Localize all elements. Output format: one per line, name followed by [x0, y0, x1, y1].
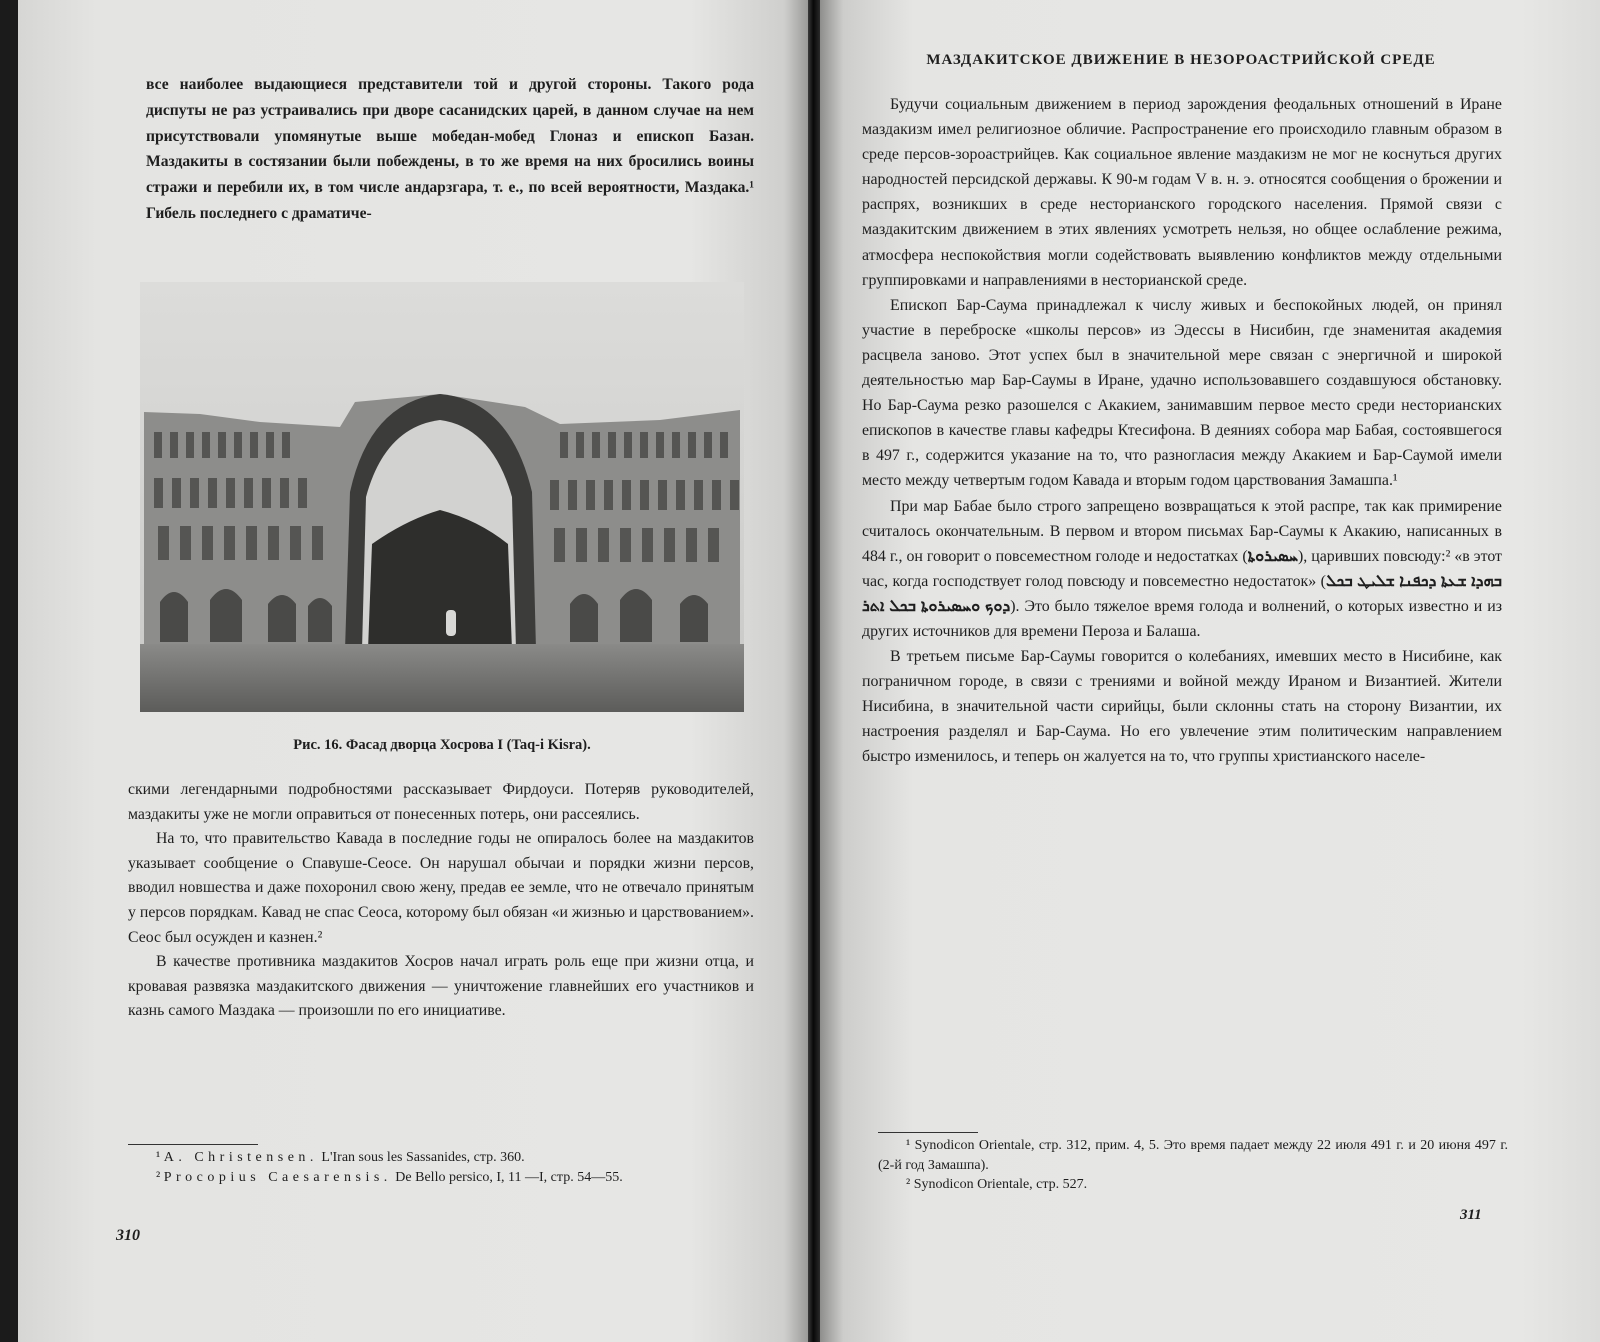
left-footnotes — [128, 1148, 754, 1187]
left-top-paragraph-block — [146, 72, 754, 227]
right-page — [820, 0, 1600, 1342]
right-footnote-1: ¹ Synodicon Orientale, стр. 312, прим. 4, 5. Это время падает между 22 июля 491 г. и 20 июня 497 г. (2-й год Замашпа). — [878, 1138, 1508, 1173]
paragraph-text: При мар Бабае было строго запрещено возвращаться к этой распре, так как примирение считалось окончательным. В первом и втором письмах Бар-Саумы к Акакию, написанных в 484 г., он говорит о повсеместном голоде и недостатках ( — [862, 497, 1502, 565]
footnote-marker: ² — [156, 1169, 161, 1185]
page-number: 311 — [1460, 1207, 1482, 1223]
right-paragraph-3 — [862, 494, 1502, 645]
footnote-text: L'Iran sous les Sassanides, стр. 360. — [321, 1150, 525, 1165]
left-footnote-1 — [128, 1148, 754, 1168]
syriac-word: ܚܣܝܪܘܬܐ — [1247, 547, 1298, 565]
right-paragraph-1: Будучи социальным движением в период зарождения феодальных отношений в Иране маздакизм имел религиозное обличие. Распространение его происходило главным образом в среде персов-зороастрийцев. Как социальное явление маздакизм не мог не коснуться других народностей персидской державы. К 90-м годам V в. н. э. относятся сообщения о брожении и распрях, возникших в среде несторианского городского населения. Прямой связи с маздакитским движением в этих явлениях усмотреть нельзя, но общее ослабление режима, атмосфера неспокойствия могли содействовать выявлению конфликтов между отдельными группировками и направлениями в несторианской среде. — [862, 96, 1502, 289]
right-footnote-2: ² Synodicon Orientale, стр. 527. — [906, 1177, 1088, 1192]
left-paragraph-3: В качестве противника маздакитов Хосров начал играть роль еще при жизни отца, и кровавая развязка маздакитского движения — уничтожение главнейших его участников и казнь самого Маздака — произошли по его инициативе. — [128, 953, 754, 1020]
syriac-quote: ܒܗܕܐ ܫܥܬܐ ܕܟܦܢܐ ܫܠܝܛ ܒܟܠ ܕܘܟ ܘܚܣܝܪܘܬܐ ܒܟܠ ܐܬܪ — [862, 572, 1502, 615]
left-paragraph-1: скими легендарными подробностями рассказывает Фирдоуси. Потеряв руководителей, маздакиты уже не могли оправиться от понесенных потерь, они рассеялись. — [128, 781, 754, 823]
figure-caption: Рис. 16. Фасад дворца Хосрова I (Taq-i Kisra). — [293, 737, 591, 753]
footnote-marker: ¹ — [156, 1150, 161, 1165]
footnote-author: A. Christensen. — [163, 1150, 318, 1165]
left-footnote-2 — [128, 1168, 754, 1188]
right-footnotes — [878, 1136, 1508, 1195]
right-paragraph-4: В третьем письме Бар-Саумы говорится о колебаниях, имевших место в Нисибине, как пограничном городе, в связи с трениями и войной между Ираном и Византией. Жители Нисибина, в значительной части сирийцы, были склонны стать на сторону Византии, их настроения разделял и Бар-Саума. Но его увлечение этим политическим направлением быстро изменилось, и теперь он жалуется на то, что группы христианского населе- — [862, 648, 1502, 766]
palace-facade-photo — [140, 282, 744, 712]
page-number: 310 — [116, 1227, 140, 1244]
left-footnote-rule — [128, 1144, 258, 1145]
book-gutter — [808, 0, 820, 1342]
footnote-author: Procopius Caesarensis. — [163, 1169, 392, 1185]
right-body-text — [862, 92, 1502, 770]
footnote-text: De Bello persico, I, 11 —I, стр. 54—55. — [395, 1169, 623, 1185]
left-paragraph-2: На то, что правительство Кавада в последние годы не опиралось более на маздакитов указывает сообщение о Спавуше-Сеосе. Он нарушал обычаи и порядки жизни персов, вводил новшества и даже похоронил свою жену, предав ее земле, что не отвечало принятым у персов порядкам. Кавад не спас Сеоса, которому был обязан «и жизнью и царствованием». Сеос был осужден и казнен.² — [128, 830, 754, 946]
right-footnote-rule — [878, 1132, 978, 1133]
paragraph-text: ), царивших повсюду:² «в этот час, когда господствует голод повсюду и повсеместно недостаток» ( — [862, 547, 1502, 590]
right-paragraph-2: Епископ Бар-Саума принадлежал к числу живых и беспокойных людей, он принял участие в переброске «школы персов» из Эдессы в Нисибин, где знаменитая академия расцвела заново. Этот успех был в значительной мере связан с энергичной и широкой деятельностью мар Бар-Саумы в Иране, удачно использовавшего создавшуюся обстановку. Но Бар-Саума резко разошелся с Акакием, занимавшим первое место среди несторианских епископов в качестве главы кафедры Ктесифона. В деяниях собора мар Бабая, состоявшегося в 497 г., содержится указание на то, что разногласия между Акакием и Бар-Саумой имели место между четвертым годом Кавада и вторым годом царствования Замашпа.¹ — [862, 296, 1502, 490]
paragraph-text: ). Это было тяжелое время голода и волнений, о которых известно и из других источников для времени Пероза и Балаша. — [862, 597, 1502, 640]
left-page — [18, 0, 808, 1342]
left-body-text — [128, 778, 754, 1024]
left-top-paragraph: все наиболее выдающиеся представители той и другой стороны. Такого рода диспуты не раз устраивались при дворе сасанидских царей, в данном случае на нем присутствовали упомянутые выше мобедан-мобед Глоназ и епископ Базан. Маздакиты в состязании были побеждены, в то же время на них бросились воины стражи и перебили их, в том числе андарзгара, т. е., по всей вероятности, Маздака.¹ Гибель последнего с драматиче- — [146, 76, 754, 222]
running-header: МАЗДАКИТСКОЕ ДВИЖЕНИЕ В НЕЗОРОАСТРИЙСКОЙ СРЕДЕ — [926, 52, 1436, 68]
